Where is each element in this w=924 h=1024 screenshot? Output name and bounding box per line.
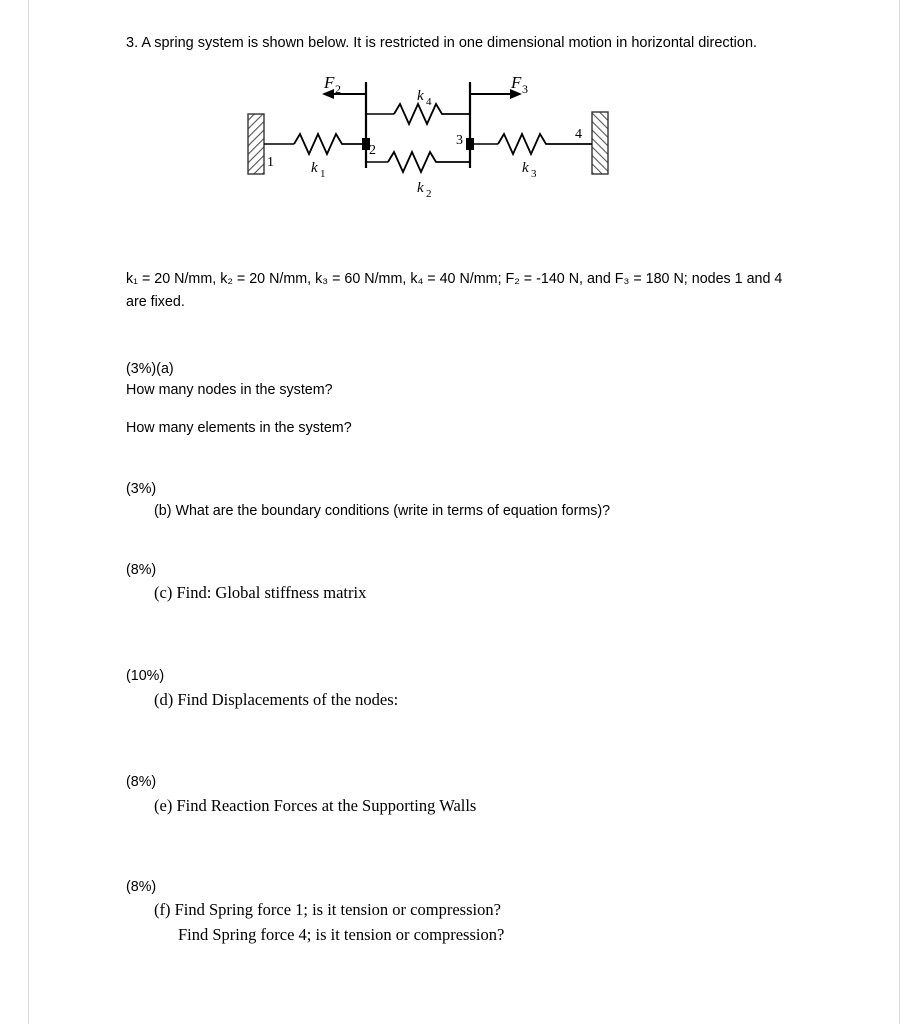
spring-system-diagram xyxy=(126,72,786,252)
spring-system-figure xyxy=(126,72,826,252)
label-k2: k xyxy=(417,180,424,197)
right-wall xyxy=(592,112,608,174)
part-a xyxy=(126,359,826,439)
part-b xyxy=(126,479,826,522)
label-f3: F xyxy=(511,73,522,93)
spring-k4 xyxy=(394,104,470,124)
question-statement: 3. A spring system is shown below. It is restricted in one dimensional motion in horizontal direction. xyxy=(126,35,758,51)
part-c-line-1: (c) Find: Global stiffness matrix xyxy=(154,583,367,603)
part-f-percent: (8%) xyxy=(126,878,157,895)
page-right-margin xyxy=(899,0,924,1024)
part-d-line-1: (d) Find Displacements of the nodes: xyxy=(154,689,399,709)
label-k3: k xyxy=(522,160,529,177)
label-f2-sub: 2 xyxy=(335,82,341,97)
part-c-percent: (8%) xyxy=(126,561,157,578)
part-a-line-1: How many nodes in the system? xyxy=(126,382,333,399)
document-content xyxy=(126,32,826,947)
label-k1-sub: 1 xyxy=(320,168,326,181)
part-e-percent: (8%) xyxy=(126,774,157,791)
label-node-1: 1 xyxy=(267,155,274,171)
part-b-percent: (3%) xyxy=(126,481,157,498)
label-k2-sub: 2 xyxy=(426,188,432,201)
label-f2: F xyxy=(324,73,335,93)
part-d-percent: (10%) xyxy=(126,668,165,685)
part-a-percent: (3%)(a) xyxy=(126,360,174,377)
parameters-text: k₁ = 20 N/mm, k₂ = 20 N/mm, k₃ = 60 N/mm, k₄ = 40 N/mm; F₂ = -140 N, and F₃ = 180 N; nodes 1 and 4 are fixed. xyxy=(126,271,783,310)
label-k3-sub: 3 xyxy=(531,168,537,181)
label-k4-sub: 4 xyxy=(426,96,432,109)
part-c xyxy=(126,560,826,606)
spring-k2 xyxy=(388,152,470,172)
part-e-line-1: (e) Find Reaction Forces at the Supporting Walls xyxy=(154,795,477,815)
spring-k1 xyxy=(294,134,366,154)
part-d xyxy=(126,666,826,712)
left-wall xyxy=(248,114,264,174)
label-node-2: 2 xyxy=(369,143,376,159)
part-f-line-1: (f) Find Spring force 1; is it tension or compression? xyxy=(154,899,501,919)
document-page xyxy=(29,0,899,1024)
part-b-line-1: (b) What are the boundary conditions (write in terms of equation forms)? xyxy=(154,502,611,519)
part-a-line-2: How many elements in the system? xyxy=(126,419,352,436)
label-k4: k xyxy=(417,88,424,105)
label-node-4: 4 xyxy=(575,127,582,143)
label-node-3: 3 xyxy=(456,133,463,149)
label-k1: k xyxy=(311,160,318,177)
part-f xyxy=(126,877,826,948)
part-f-line-2: Find Spring force 4; is it tension or compression? xyxy=(178,924,505,944)
part-e xyxy=(126,772,826,818)
label-f3-sub: 3 xyxy=(522,82,528,97)
page-left-margin xyxy=(0,0,29,1024)
